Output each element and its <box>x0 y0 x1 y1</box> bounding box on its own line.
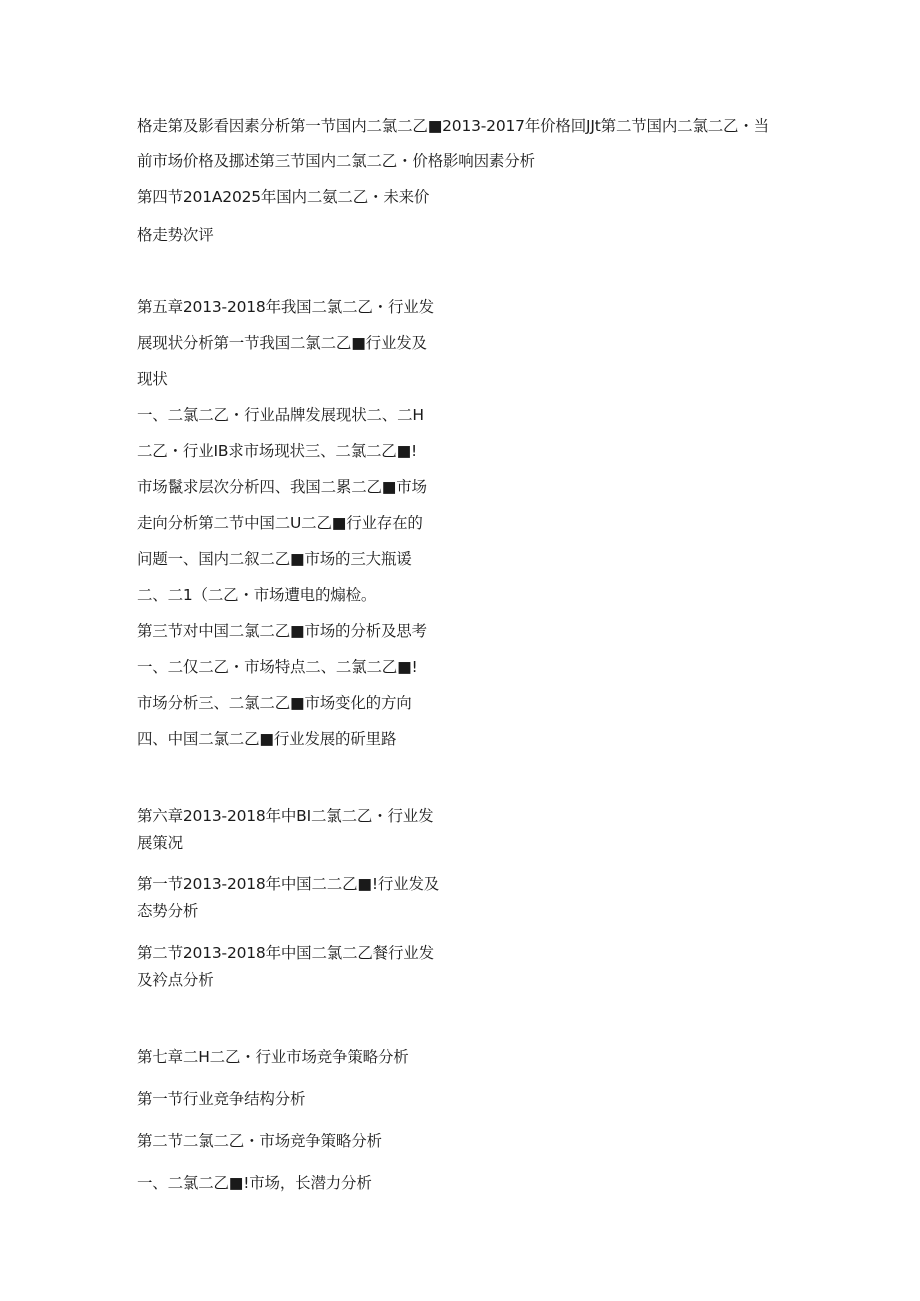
text-line: 第二节2013-2018年中国二氯二乙餐行业发 <box>137 944 434 962</box>
text-line: 第一节行业竞争结构分析 <box>137 1090 306 1108</box>
text-line: 展策况 <box>137 834 183 852</box>
text-line: 展现状分析第一节我国二氯二乙■行业发及 <box>137 334 427 352</box>
chapter-heading: 第六章2013-2018年中BI二氯二乙・行业发 <box>137 807 434 825</box>
text-line: 前市场价格及挪述第三节国内二氯二乙・价格影响因素分析 <box>137 152 535 170</box>
text-line: 四、中国二氯二乙■行业发展的斫里路 <box>137 730 397 748</box>
text-line: 第一节2013-2018年中国二二乙■!行业发及 <box>137 875 440 893</box>
text-line: 第三节对中国二氯二乙■市场的分析及思考 <box>137 622 427 640</box>
text-line: 及衿点分析 <box>137 971 214 989</box>
text-line: 现状 <box>137 370 168 388</box>
text-line: 第二节二氯二乙・市场竞争策略分析 <box>137 1132 382 1150</box>
text-line: 问题一、国内二叙二乙■市场的三大瓶谖 <box>137 550 412 568</box>
chapter-heading: 第五章2013-2018年我国二氯二乙・行业发 <box>137 298 434 316</box>
text-line: 一、二仅二乙・市场特点二、二氯二乙■! <box>137 658 418 676</box>
text-line: 市场分析三、二氯二乙■市场变化的方向 <box>137 694 412 712</box>
chapter-heading: 第七章二H二乙・行业市场竞争策略分析 <box>137 1048 409 1066</box>
text-line: 格走势次评 <box>137 226 214 244</box>
text-line: 第四节201A2025年国内二氨二乙・未来价 <box>137 188 430 206</box>
text-line: 走向分析第二节中国二U二乙■行业存在的 <box>137 514 423 532</box>
text-line: 格走第及影看因素分析第一节国内二氯二乙■2013-2017年价格回JJt第二节国内二氯二乙・当 <box>137 117 769 135</box>
text-line: 市场鬣求层次分析四、我国二累二乙■市场 <box>137 478 427 496</box>
text-line: 态势分析 <box>137 902 199 920</box>
text-line: 一、二氯二乙■!市场，长潜力分析 <box>137 1174 372 1192</box>
text-line: 二乙・行业IB求市场现状三、二氯二乙■! <box>137 442 418 460</box>
text-line: 一、二氯二乙・行业品牌发展现状二、二H <box>137 406 424 424</box>
text-line: 二、二1（二乙・市场遭电的煽检。 <box>137 586 377 604</box>
